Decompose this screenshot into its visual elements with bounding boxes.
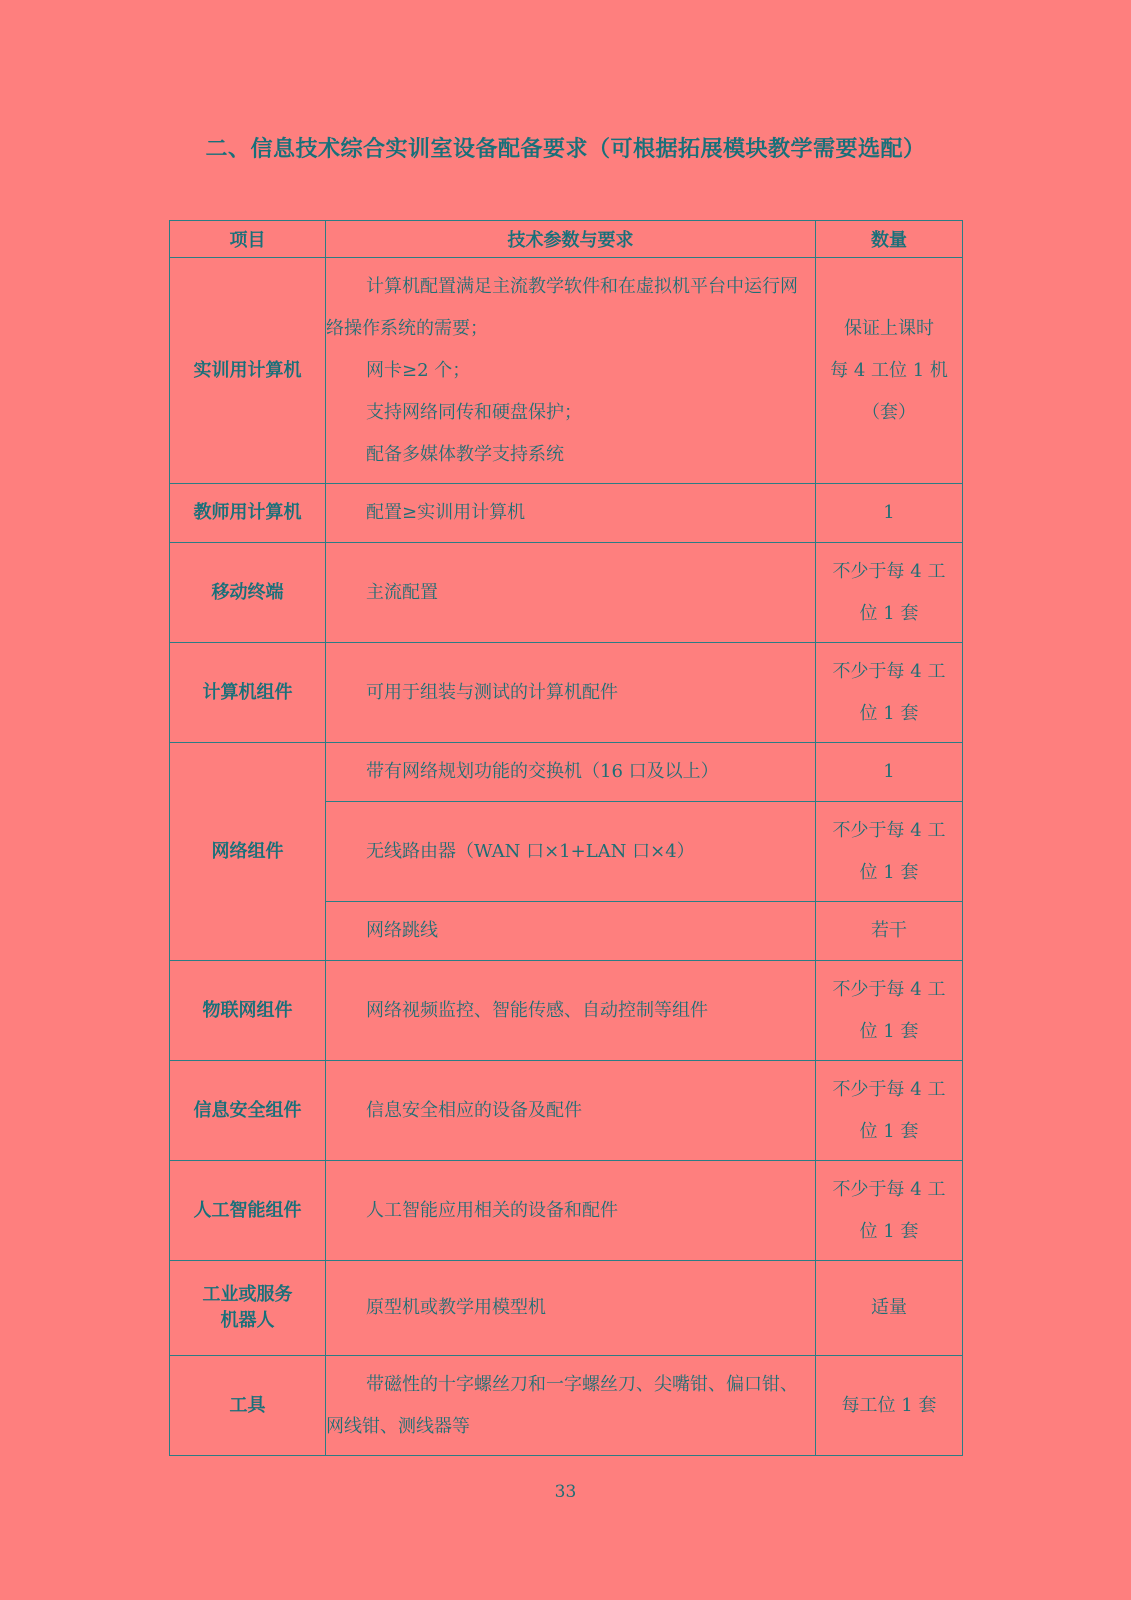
qty-line: 不少于每 4 工 <box>832 978 946 1000</box>
header-item: 项目 <box>170 221 326 258</box>
table-row <box>170 1061 963 1161</box>
table-row <box>170 543 963 643</box>
qty-line: 不少于每 4 工 <box>832 1078 946 1100</box>
spec-cell <box>326 902 816 961</box>
table-row <box>170 1261 963 1356</box>
qty-cell <box>816 543 963 643</box>
qty-line: 保证上课时 <box>844 317 934 339</box>
qty-cell <box>816 643 963 743</box>
table-row <box>170 258 963 484</box>
table-header-row <box>170 221 963 258</box>
qty-cell <box>816 961 963 1061</box>
qty-cell: 适量 <box>816 1261 963 1356</box>
spec-line: 原型机或教学用模型机 <box>366 1297 546 1318</box>
qty-cell <box>816 802 963 902</box>
qty-line: 位 1 套 <box>859 602 919 624</box>
spec-cell <box>326 643 816 743</box>
table-row <box>170 743 963 802</box>
spec-line: 配置≥实训用计算机 <box>366 502 526 523</box>
spec-cell <box>326 961 816 1061</box>
spec-cell <box>326 258 816 484</box>
item-cell: 网络组件 <box>170 743 326 961</box>
spec-cell <box>326 802 816 902</box>
spec-line: 支持网络同传和硬盘保护； <box>366 401 582 423</box>
qty-cell: 每工位 1 套 <box>816 1356 963 1456</box>
qty-line: 位 1 套 <box>859 1020 919 1042</box>
spec-cell <box>326 1061 816 1161</box>
item-cell: 工具 <box>170 1356 326 1456</box>
qty-cell: 若干 <box>816 902 963 961</box>
qty-cell <box>816 1061 963 1161</box>
qty-cell <box>816 1161 963 1261</box>
spec-line: 信息安全相应的设备及配件 <box>366 1099 582 1121</box>
item-cell: 信息安全组件 <box>170 1061 326 1161</box>
spec-line: 可用于组装与测试的计算机配件 <box>366 681 618 703</box>
header-spec: 技术参数与要求 <box>326 221 816 258</box>
item-cell: 人工智能组件 <box>170 1161 326 1261</box>
table-row <box>170 1356 963 1456</box>
header-qty: 数量 <box>816 221 963 258</box>
qty-line: 位 1 套 <box>859 861 919 883</box>
spec-line: 人工智能应用相关的设备和配件 <box>366 1199 618 1221</box>
item-cell: 教师用计算机 <box>170 484 326 543</box>
table-row <box>170 484 963 543</box>
spec-line: 配备多媒体教学支持系统 <box>366 443 564 465</box>
spec-cell <box>326 543 816 643</box>
page-title: 二、信息技术综合实训室设备配备要求（可根据拓展模块教学需要选配） <box>205 137 926 162</box>
table-row <box>170 961 963 1061</box>
item-cell: 物联网组件 <box>170 961 326 1061</box>
spec-line: 带有网络规划功能的交换机（16 口及以上） <box>366 761 719 782</box>
spec-cell <box>326 484 816 543</box>
table-row <box>170 643 963 743</box>
qty-line: 不少于每 4 工 <box>832 1178 946 1200</box>
qty-line: 位 1 套 <box>859 1220 919 1242</box>
spec-cell <box>326 743 816 802</box>
item-cell <box>170 1261 326 1356</box>
item-cell: 实训用计算机 <box>170 258 326 484</box>
spec-line: 网络跳线 <box>366 920 438 941</box>
equipment-table <box>169 220 963 1456</box>
spec-cell <box>326 1161 816 1261</box>
item-line: 机器人 <box>220 1310 275 1331</box>
spec-line: 计算机配置满足主流教学软件和在虚拟机平台中运行网络操作系统的需要； <box>326 275 798 339</box>
qty-line: 不少于每 4 工 <box>832 819 946 841</box>
spec-cell <box>326 1356 816 1456</box>
qty-line: 位 1 套 <box>859 702 919 724</box>
spec-line: 网络视频监控、智能传感、自动控制等组件 <box>366 999 708 1021</box>
item-cell: 移动终端 <box>170 543 326 643</box>
spec-line: 带磁性的十字螺丝刀和一字螺丝刀、尖嘴钳、偏口钳、网线钳、测线器等 <box>326 1373 798 1437</box>
qty-cell <box>816 258 963 484</box>
page-number: 33 <box>554 1482 577 1502</box>
table-row <box>170 1161 963 1261</box>
spec-line: 无线路由器（WAN 口×1+LAN 口×4） <box>366 840 695 862</box>
qty-line: 不少于每 4 工 <box>832 560 946 582</box>
item-cell: 计算机组件 <box>170 643 326 743</box>
qty-line: 位 1 套 <box>859 1120 919 1142</box>
qty-line: 每 4 工位 1 机 <box>830 359 948 381</box>
qty-cell: 1 <box>816 484 963 543</box>
spec-line: 网卡≥2 个； <box>366 359 471 381</box>
item-line: 工业或服务 <box>202 1284 293 1305</box>
qty-line: 不少于每 4 工 <box>832 660 946 682</box>
spec-cell <box>326 1261 816 1356</box>
qty-line: （套） <box>862 401 916 423</box>
spec-line: 主流配置 <box>366 581 438 603</box>
qty-cell: 1 <box>816 743 963 802</box>
